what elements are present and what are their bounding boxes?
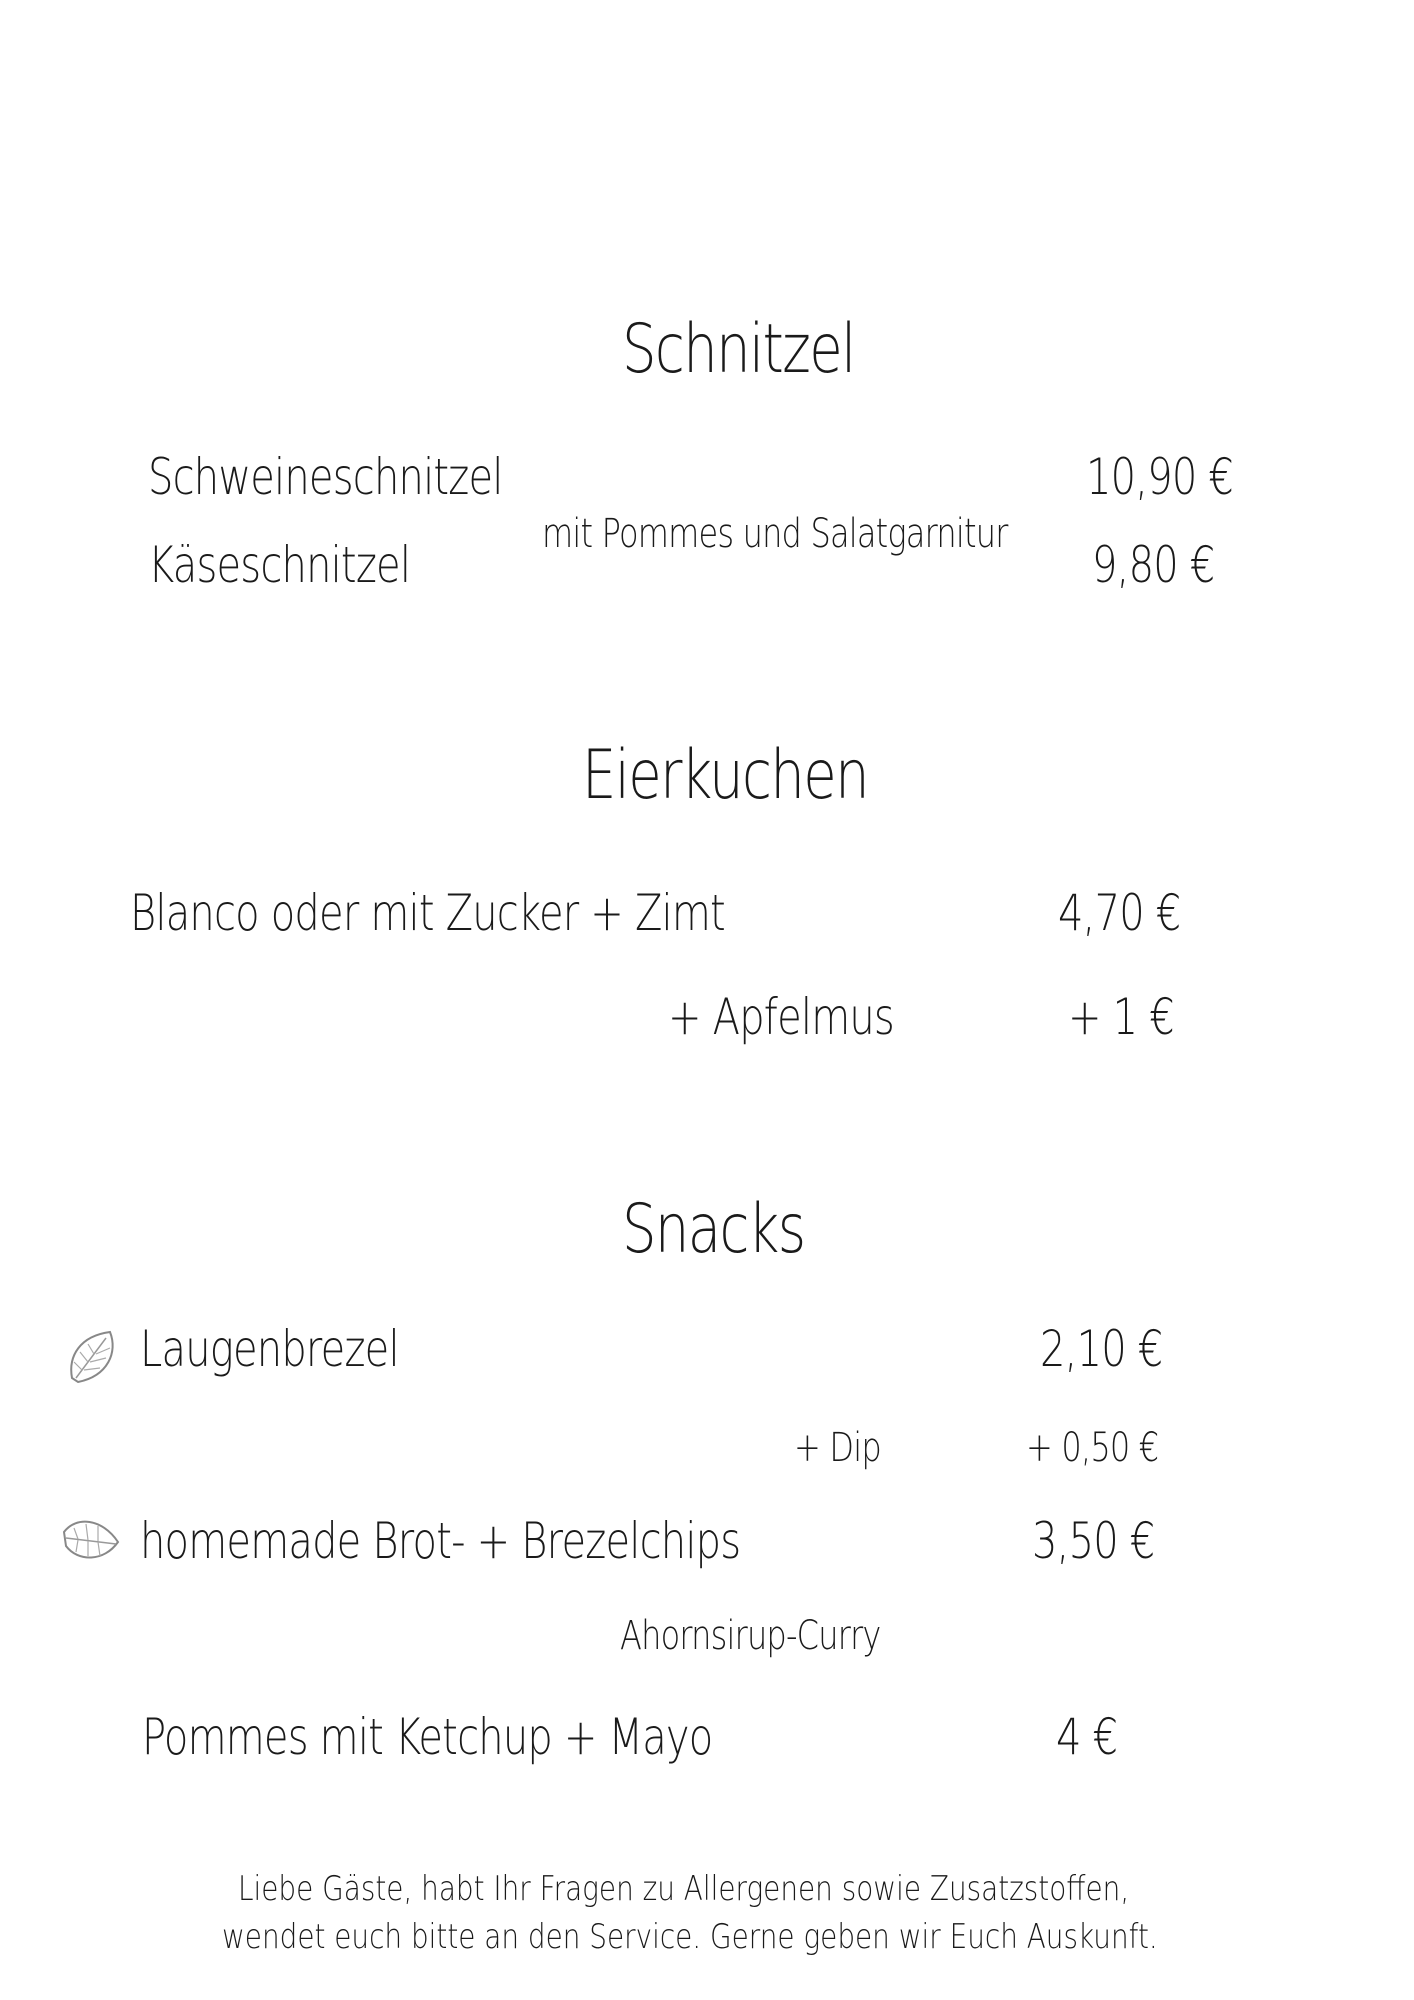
menu-item-name: Käseschnitzel bbox=[148, 536, 411, 594]
menu-item-name: homemade Brot- + Brezelchips bbox=[140, 1512, 741, 1570]
menu-item-price: 3,50 € bbox=[1032, 1512, 1155, 1570]
menu-item-description: Ahornsirup-Curry bbox=[620, 1613, 881, 1659]
menu-item-name: Blanco oder mit Zucker + Zimt bbox=[130, 884, 725, 942]
menu-item-name: Schweineschnitzel bbox=[148, 448, 503, 506]
menu-item-extra-price: + 0,50 € bbox=[1026, 1425, 1159, 1471]
menu-item-extra: + Dip bbox=[794, 1425, 881, 1471]
menu-item-price: 2,10 € bbox=[1040, 1320, 1163, 1378]
leaf-icon bbox=[64, 1326, 122, 1388]
section-title-snacks: Snacks bbox=[622, 1190, 805, 1269]
menu-item-name: Pommes mit Ketchup + Mayo bbox=[142, 1708, 713, 1766]
menu-item-price: 4,70 € bbox=[1058, 884, 1181, 942]
leaf-icon bbox=[60, 1512, 122, 1566]
footer-note-line-1: Liebe Gäste, habt Ihr Fragen zu Allergenen sowie Zusatzstoffen, bbox=[238, 1869, 1130, 1909]
menu-item-price: 10,90 € bbox=[1086, 448, 1234, 506]
menu-item-extra: + Apfelmus bbox=[668, 988, 894, 1046]
menu-item-price: 9,80 € bbox=[1092, 536, 1215, 594]
footer-note-line-2: wendet euch bitte an den Service. Gerne geben wir Euch Auskunft. bbox=[222, 1917, 1158, 1957]
menu-item-name: Laugenbrezel bbox=[140, 1320, 399, 1378]
section-title-schnitzel: Schnitzel bbox=[622, 310, 855, 389]
section-title-eierkuchen: Eierkuchen bbox=[582, 736, 868, 815]
menu-item-price: 4 € bbox=[1056, 1708, 1118, 1766]
menu-item-extra-price: + 1 € bbox=[1068, 988, 1174, 1046]
menu-item-description: mit Pommes und Salatgarnitur bbox=[542, 511, 1008, 557]
